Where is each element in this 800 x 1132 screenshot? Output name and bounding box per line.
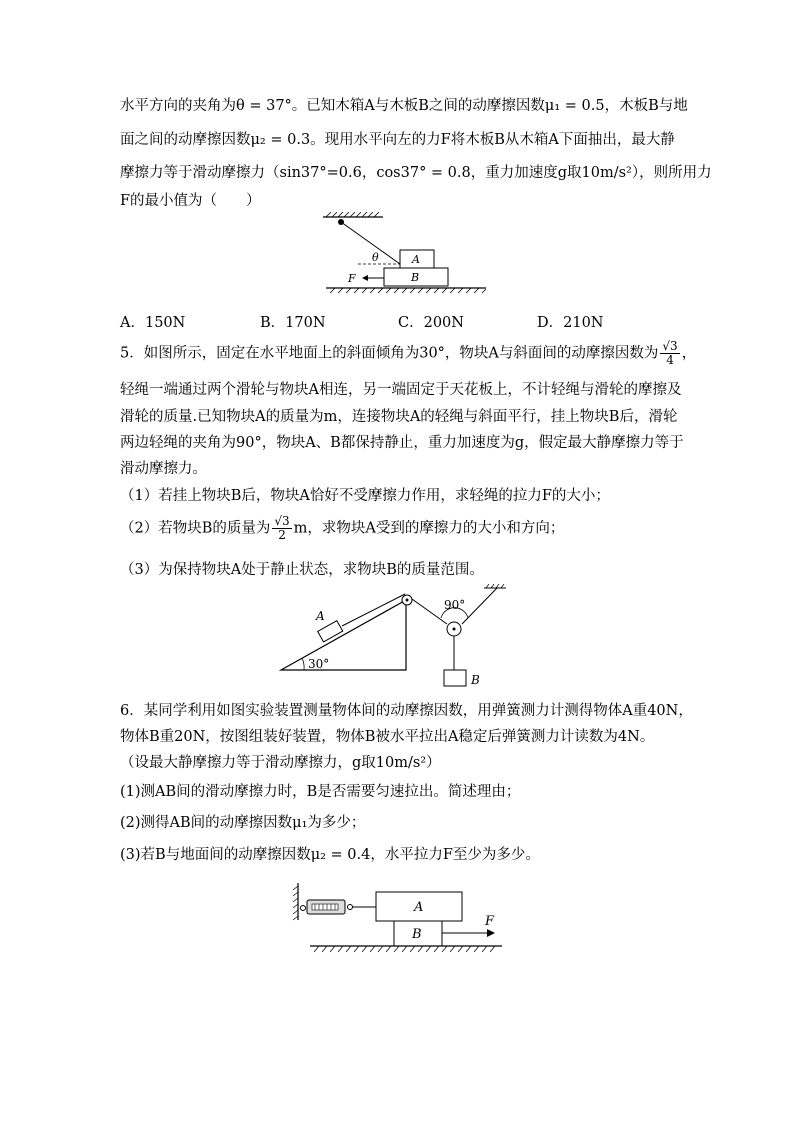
q4-force-label: F (348, 272, 356, 285)
q5-frac-num: √3 (662, 339, 678, 353)
q4-line-1: 水平方向的夹角为θ = 37°。已知木箱A与木板B之间的动摩擦因数μ₁ = 0.5，木板B与地 (120, 98, 688, 114)
q5-rope-angle: 90° (444, 598, 466, 612)
q5-sub-3: （3）为保持物块A处于静止状态，求物块B的质量范围。 (120, 562, 484, 578)
q5-line-3: 滑轮的质量.已知物块A的质量为m，连接物块A的轻绳与斜面平行，挂上物块B后，滑轮 (120, 409, 678, 425)
q4-theta-label: θ (372, 251, 379, 264)
q5-friction-fraction (660, 340, 679, 367)
q5-sub2-end: m，求物块A受到的摩擦力的大小和方向； (293, 520, 565, 537)
q6-block-a-label: A (414, 900, 424, 915)
option-c: C．200N (398, 315, 464, 331)
q6-sub-3: (3)若B与地面间的动摩擦因数μ₂ = 0.4，水平拉力F至少为多少。 (120, 847, 540, 863)
q4-line-3: 摩擦力等于滑动摩擦力（sin37°=0.6，cos37° = 0.8，重力加速度g取10m/s²），则所用力 (120, 165, 712, 181)
q5-line-1-end: ， (681, 345, 697, 362)
q4-figure (318, 212, 498, 302)
q5-figure (276, 584, 506, 694)
q5-sub2-start: （2）若物块B的质量为 (120, 520, 271, 537)
q5-frac-den: 4 (666, 353, 674, 367)
q5-sub2-num: √3 (274, 514, 290, 528)
q6-line-1: 6．某同学利用如图实验装置测量物体间的动摩擦因数，用弹簧测力计测得物体A重40N， (120, 703, 693, 719)
option-d: D．210N (537, 315, 604, 331)
q5-block-a-label: A (316, 609, 325, 623)
q5-line-5: 滑动摩擦力。 (120, 461, 207, 477)
q5-incline-angle: 30° (308, 657, 330, 671)
q6-sub-1: (1)测AB间的滑动摩擦力时，B是否需要匀速拉出。简述理由； (120, 784, 521, 800)
q6-figure (290, 878, 515, 958)
q6-line-3: （设最大静摩擦力等于滑动摩擦力，g取10m/s²） (120, 755, 441, 771)
q5-line-1-text: 5．如图所示，固定在水平地面上的斜面倾角为30°，物块A与斜面间的动摩擦因数为 (120, 345, 659, 362)
q4-board-b-label: B (411, 271, 420, 284)
q4-box-a-label: A (412, 253, 420, 266)
q6-line-2: 物体B重20N，按图组装好装置，物体B被水平拉出A稳定后弹簧测力计读数为4N。 (120, 729, 655, 745)
q4-line-4: F的最小值为（ ） (120, 193, 261, 209)
q5-line-4: 两边轻绳的夹角为90°，物块A、B都保持静止，重力加速度为g，假定最大静摩擦力等于 (120, 435, 684, 451)
q6-block-b-label: B (412, 927, 422, 942)
q6-sub-2: (2)测得AB间的动摩擦因数μ₁为多少； (120, 815, 366, 831)
q4-line-2: 面之间的动摩擦因数μ₂ = 0.3。现用水平向左的力F将木板B从木箱A下面抽出，最大静 (120, 132, 675, 148)
q6-force-label: F (485, 914, 495, 929)
q5-line-2: 轻绳一端通过两个滑轮与物块A相连，另一端固定于天花板上，不计轻绳与滑轮的摩擦及 (120, 382, 682, 398)
option-a: A．150N (120, 315, 186, 331)
q5-line-1 (120, 340, 696, 367)
q5-sub-1: （1）若挂上物块B后，物块A恰好不受摩擦力作用，求轻绳的拉力F的大小； (120, 488, 610, 504)
option-b: B．170N (260, 315, 326, 331)
q5-block-b-label: B (471, 673, 480, 687)
q5-mass-fraction (272, 515, 291, 542)
q5-sub-2 (120, 515, 564, 542)
q5-sub2-den: 2 (278, 528, 286, 542)
